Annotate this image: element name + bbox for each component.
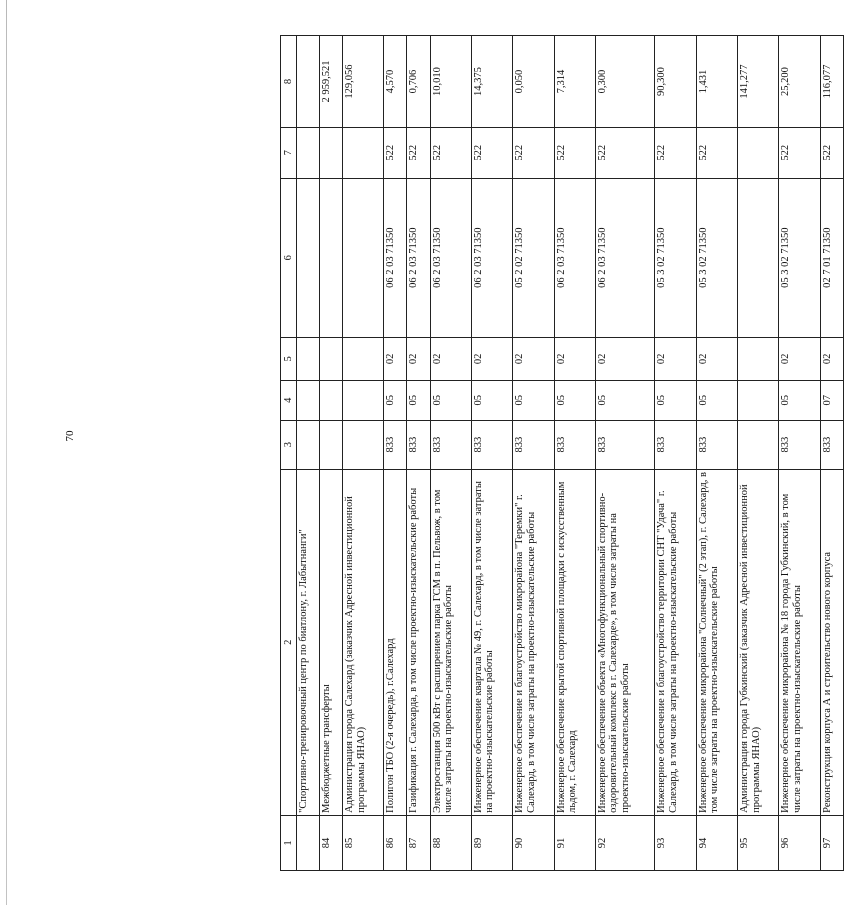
amount-cell: 0,706 xyxy=(407,36,430,128)
header-cell: 2 xyxy=(281,469,297,815)
department-code-cell xyxy=(320,420,343,469)
table-row xyxy=(343,36,384,871)
target-article-cell: 06 2 03 71350 xyxy=(595,178,655,337)
section-code-cell xyxy=(738,380,779,420)
header-cell: 7 xyxy=(281,128,297,179)
row-number-cell: 97 xyxy=(820,815,843,870)
amount-cell: 7,314 xyxy=(554,36,595,128)
item-name-cell: Администрация города Губкинский (заказчик Адресной инвестиционной программы ЯНАО) xyxy=(738,469,779,815)
amount-cell: 0,050 xyxy=(513,36,554,128)
expense-type-cell xyxy=(738,128,779,179)
subsection-code-cell: 02 xyxy=(513,337,554,380)
table-row xyxy=(696,36,737,871)
subsection-code-cell: 02 xyxy=(696,337,737,380)
target-article-cell: 06 2 03 71350 xyxy=(471,178,512,337)
table-row xyxy=(554,36,595,871)
expense-type-cell xyxy=(343,128,384,179)
item-name-cell: Межбюджетные трансферты xyxy=(320,469,343,815)
subsection-code-cell: 02 xyxy=(779,337,820,380)
section-code-cell: 05 xyxy=(471,380,512,420)
amount-cell: 10,010 xyxy=(430,36,471,128)
item-name-cell: Инженерное обеспечение микрорайона "Солнечный" (2 этап), г. Салехард, в том числе затраты на проектно-изыскательские работы xyxy=(696,469,737,815)
expense-type-cell xyxy=(297,128,320,179)
expense-type-cell xyxy=(320,128,343,179)
row-number-cell: 96 xyxy=(779,815,820,870)
item-name-cell: Реконструкция корпуса А и строительство нового корпуса xyxy=(820,469,843,815)
target-article-cell: 05 3 02 71350 xyxy=(655,178,696,337)
subsection-code-cell xyxy=(343,337,384,380)
item-name-cell: Инженерное обеспечение микрорайона № 18 города Губкинский, в том числе затраты на проектно-изыскательские работы xyxy=(779,469,820,815)
target-article-cell: 06 2 03 71350 xyxy=(430,178,471,337)
section-code-cell xyxy=(343,380,384,420)
row-number-cell: 90 xyxy=(513,815,554,870)
amount-cell: 116,077 xyxy=(820,36,843,128)
scan-edge xyxy=(6,0,7,905)
expense-type-cell: 522 xyxy=(696,128,737,179)
table-row xyxy=(655,36,696,871)
table-row xyxy=(320,36,343,871)
row-number-cell: 91 xyxy=(554,815,595,870)
target-article-cell xyxy=(320,178,343,337)
target-article-cell: 06 2 03 71350 xyxy=(384,178,407,337)
row-number-cell: 84 xyxy=(320,815,343,870)
page-number: 70 xyxy=(64,430,76,442)
row-number-cell: 95 xyxy=(738,815,779,870)
target-article-cell: 02 7 01 71350 xyxy=(820,178,843,337)
amount-cell: 2 959,521 xyxy=(320,36,343,128)
section-code-cell: 05 xyxy=(407,380,430,420)
amount-cell xyxy=(297,36,320,128)
item-name-cell: "Спортивно-тренировочный центр по биатлону, г. Лабытнанги" xyxy=(297,469,320,815)
row-number-cell: 88 xyxy=(430,815,471,870)
expense-type-cell: 522 xyxy=(407,128,430,179)
department-code-cell xyxy=(343,420,384,469)
item-name-cell: Газификация г. Салехарда, в том числе проектно-изыскательские работы xyxy=(407,469,430,815)
item-name-cell: Полигон ТБО (2-я очередь), г.Салехард xyxy=(384,469,407,815)
subsection-code-cell: 02 xyxy=(407,337,430,380)
department-code-cell xyxy=(738,420,779,469)
row-number-cell: 87 xyxy=(407,815,430,870)
subsection-code-cell xyxy=(738,337,779,380)
table-row xyxy=(384,36,407,871)
subsection-code-cell: 02 xyxy=(471,337,512,380)
row-number-cell: 93 xyxy=(655,815,696,870)
section-code-cell: 05 xyxy=(655,380,696,420)
expense-type-cell: 522 xyxy=(430,128,471,179)
amount-cell: 25,200 xyxy=(779,36,820,128)
header-cell: 1 xyxy=(281,815,297,870)
department-code-cell: 833 xyxy=(696,420,737,469)
item-name-cell: Инженерное обеспечение крытой спортивной площадки с искусственным льдом, г. Салехард xyxy=(554,469,595,815)
table-row xyxy=(738,36,779,871)
department-code-cell: 833 xyxy=(820,420,843,469)
section-code-cell: 05 xyxy=(554,380,595,420)
row-number-cell: 85 xyxy=(343,815,384,870)
expense-type-cell: 522 xyxy=(513,128,554,179)
section-code-cell: 05 xyxy=(513,380,554,420)
header-cell: 6 xyxy=(281,178,297,337)
target-article-cell: 05 2 02 71350 xyxy=(513,178,554,337)
header-cell: 3 xyxy=(281,420,297,469)
table-row xyxy=(297,36,320,871)
subsection-code-cell xyxy=(320,337,343,380)
target-article-cell xyxy=(297,178,320,337)
section-code-cell: 07 xyxy=(820,380,843,420)
department-code-cell: 833 xyxy=(595,420,655,469)
subsection-code-cell: 02 xyxy=(430,337,471,380)
section-code-cell: 05 xyxy=(595,380,655,420)
subsection-code-cell xyxy=(297,337,320,380)
row-number-cell: 86 xyxy=(384,815,407,870)
row-number-cell: 89 xyxy=(471,815,512,870)
table-row xyxy=(430,36,471,871)
target-article-cell: 05 3 02 71350 xyxy=(696,178,737,337)
item-name-cell: Администрация города Салехард (заказчик Адресной инвестиционной программы ЯНАО) xyxy=(343,469,384,815)
section-code-cell: 05 xyxy=(779,380,820,420)
target-article-cell xyxy=(738,178,779,337)
target-article-cell xyxy=(343,178,384,337)
budget-table xyxy=(280,35,844,871)
section-code-cell xyxy=(297,380,320,420)
expense-type-cell: 522 xyxy=(655,128,696,179)
table-header-row xyxy=(281,36,297,871)
expense-type-cell: 522 xyxy=(595,128,655,179)
section-code-cell: 05 xyxy=(430,380,471,420)
subsection-code-cell: 02 xyxy=(655,337,696,380)
section-code-cell: 05 xyxy=(696,380,737,420)
amount-cell: 0,300 xyxy=(595,36,655,128)
table-row xyxy=(513,36,554,871)
department-code-cell: 833 xyxy=(779,420,820,469)
item-name-cell: Инженерное обеспечение объекта «Многофункциональный спортивно-оздоровительный комплекс в г. Салехарде», в том числе затраты на проектно-изыскательские работы xyxy=(595,469,655,815)
table-row xyxy=(595,36,655,871)
department-code-cell: 833 xyxy=(384,420,407,469)
subsection-code-cell: 02 xyxy=(595,337,655,380)
budget-table-frame xyxy=(280,35,844,871)
header-cell: 8 xyxy=(281,36,297,128)
amount-cell: 141,277 xyxy=(738,36,779,128)
row-number-cell: 92 xyxy=(595,815,655,870)
expense-type-cell: 522 xyxy=(779,128,820,179)
item-name-cell: Инженерное обеспечение и благоустройство микрорайона "Теремки" г. Салехард, в том числе затраты на проектно-изыскательские работы xyxy=(513,469,554,815)
subsection-code-cell: 02 xyxy=(820,337,843,380)
department-code-cell xyxy=(297,420,320,469)
target-article-cell: 05 3 02 71350 xyxy=(779,178,820,337)
department-code-cell: 833 xyxy=(655,420,696,469)
expense-type-cell: 522 xyxy=(384,128,407,179)
row-number-cell: 94 xyxy=(696,815,737,870)
expense-type-cell: 522 xyxy=(820,128,843,179)
department-code-cell: 833 xyxy=(513,420,554,469)
item-name-cell: Инженерное обеспечение квартала № 49, г. Салехард, в том числе затраты на проектно-изыскательские работы xyxy=(471,469,512,815)
section-code-cell: 05 xyxy=(384,380,407,420)
department-code-cell: 833 xyxy=(430,420,471,469)
header-cell: 4 xyxy=(281,380,297,420)
expense-type-cell: 522 xyxy=(471,128,512,179)
table-row xyxy=(820,36,843,871)
amount-cell: 1,431 xyxy=(696,36,737,128)
subsection-code-cell: 02 xyxy=(384,337,407,380)
table-row xyxy=(779,36,820,871)
amount-cell: 14,375 xyxy=(471,36,512,128)
department-code-cell: 833 xyxy=(407,420,430,469)
target-article-cell: 06 2 03 71350 xyxy=(407,178,430,337)
target-article-cell: 06 2 03 71350 xyxy=(554,178,595,337)
amount-cell: 129,056 xyxy=(343,36,384,128)
table-row xyxy=(471,36,512,871)
table-row xyxy=(407,36,430,871)
subsection-code-cell: 02 xyxy=(554,337,595,380)
row-number-cell xyxy=(297,815,320,870)
item-name-cell: Инженерное обеспечение и благоустройство территории СНТ "Удача" г. Салехард, в том числе затраты на проектно-изыскательские работы xyxy=(655,469,696,815)
amount-cell: 4,570 xyxy=(384,36,407,128)
expense-type-cell: 522 xyxy=(554,128,595,179)
amount-cell: 90,300 xyxy=(655,36,696,128)
department-code-cell: 833 xyxy=(554,420,595,469)
section-code-cell xyxy=(320,380,343,420)
item-name-cell: Электростанция 500 кВт с расширением парка ГСМ в п. Пельвож, в том числе затраты на проектно-изыскательские работы xyxy=(430,469,471,815)
department-code-cell: 833 xyxy=(471,420,512,469)
header-cell: 5 xyxy=(281,337,297,380)
